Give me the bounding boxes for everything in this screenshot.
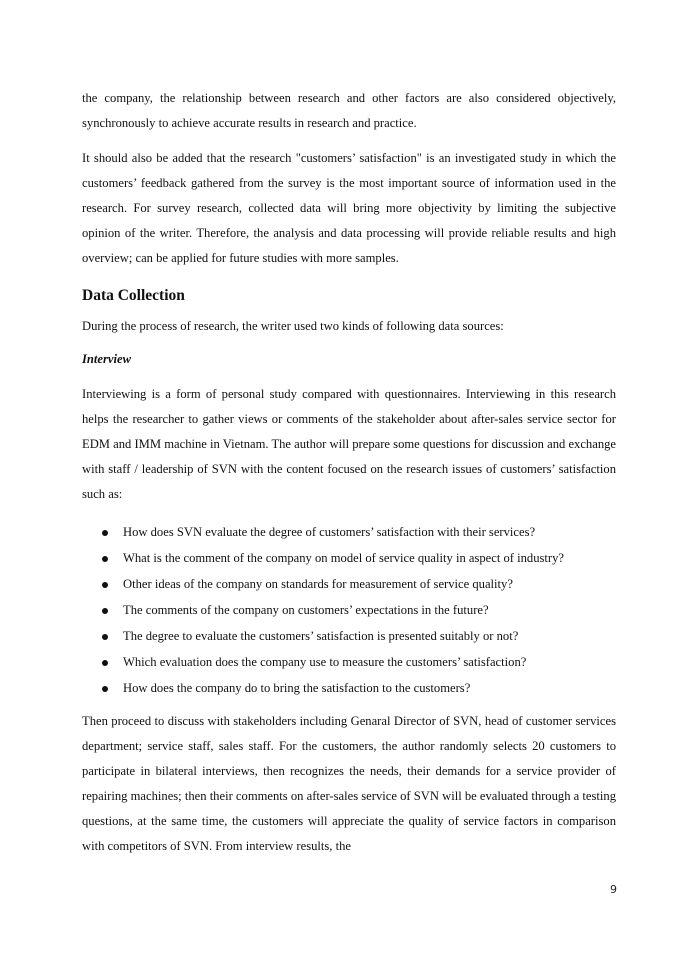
bullet-icon <box>102 582 108 588</box>
bullet-icon <box>102 608 108 614</box>
paragraph-research-note: It should also be added that the research "customers’ satisfaction" is an investigated study in which the customers’ feedback gathered from the survey is the most important source of information used in the research. For survey research, collected data will bring more objectivity by limiting the subjective opinion of the writer. Therefore, the analysis and data processing will provide reliable results and high overview; can be applied for future studies with more samples. <box>82 151 616 265</box>
list-item <box>82 623 616 649</box>
interview-paragraph: Interviewing is a form of personal study compared with questionnaires. Interviewing in this research helps the researcher to gather views or comments of the stakeholder about after-sales service sector for EDM and IMM machine in Vietnam. The author will prepare some questions for discussion and exchange with staff / leadership of SVN with the content focused on the research issues of customers’ satisfaction such as: <box>82 387 616 501</box>
list-item-text: The degree to evaluate the customers’ satisfaction is presented suitably or not? <box>123 629 519 643</box>
subsection-heading: Interview <box>82 352 131 366</box>
list-item <box>82 545 616 571</box>
bullet-icon <box>102 530 108 536</box>
bullet-icon <box>102 556 108 562</box>
question-list <box>82 519 616 701</box>
paragraph-continuation: the company, the relationship between research and other factors are also considered objectively, synchronously to achieve accurate results in research and practice. <box>82 91 616 130</box>
document-page <box>82 86 616 859</box>
list-item-text: Other ideas of the company on standards for measurement of service quality? <box>123 577 513 591</box>
closing-paragraph: Then proceed to discuss with stakeholders including Genaral Director of SVN, head of customer services department; service staff, sales staff. For the customers, the author randomly selects 20 customers to participate in bilateral interviews, then recognizes the needs, their demands for a service provider of repairing machines; then their comments on after-sales service of SVN will be evaluated through a testing questions, at the same time, the customers will appreciate the quality of service factors in comparison with competitors of SVN. From interview results, the <box>82 714 616 853</box>
list-item-text: The comments of the company on customers’ expectations in the future? <box>123 603 489 617</box>
list-item-text: What is the comment of the company on model of service quality in aspect of industry? <box>123 551 565 565</box>
bullet-icon <box>102 634 108 640</box>
list-item-text: How does the company do to bring the satisfaction to the customers? <box>123 681 471 695</box>
section-heading: Data Collection <box>82 287 185 304</box>
list-item <box>82 571 616 597</box>
list-item-text: How does SVN evaluate the degree of customers’ satisfaction with their services? <box>123 525 536 539</box>
bullet-icon <box>102 660 108 666</box>
list-item <box>82 675 616 701</box>
list-item-text: Which evaluation does the company use to measure the customers’ satisfaction? <box>123 655 527 669</box>
bullet-icon <box>102 686 108 692</box>
list-item <box>82 597 616 623</box>
page-number: 9 <box>610 883 617 896</box>
list-item <box>82 519 616 545</box>
section-intro: During the process of research, the writer used two kinds of following data sources: <box>82 319 504 333</box>
list-item <box>82 649 616 675</box>
